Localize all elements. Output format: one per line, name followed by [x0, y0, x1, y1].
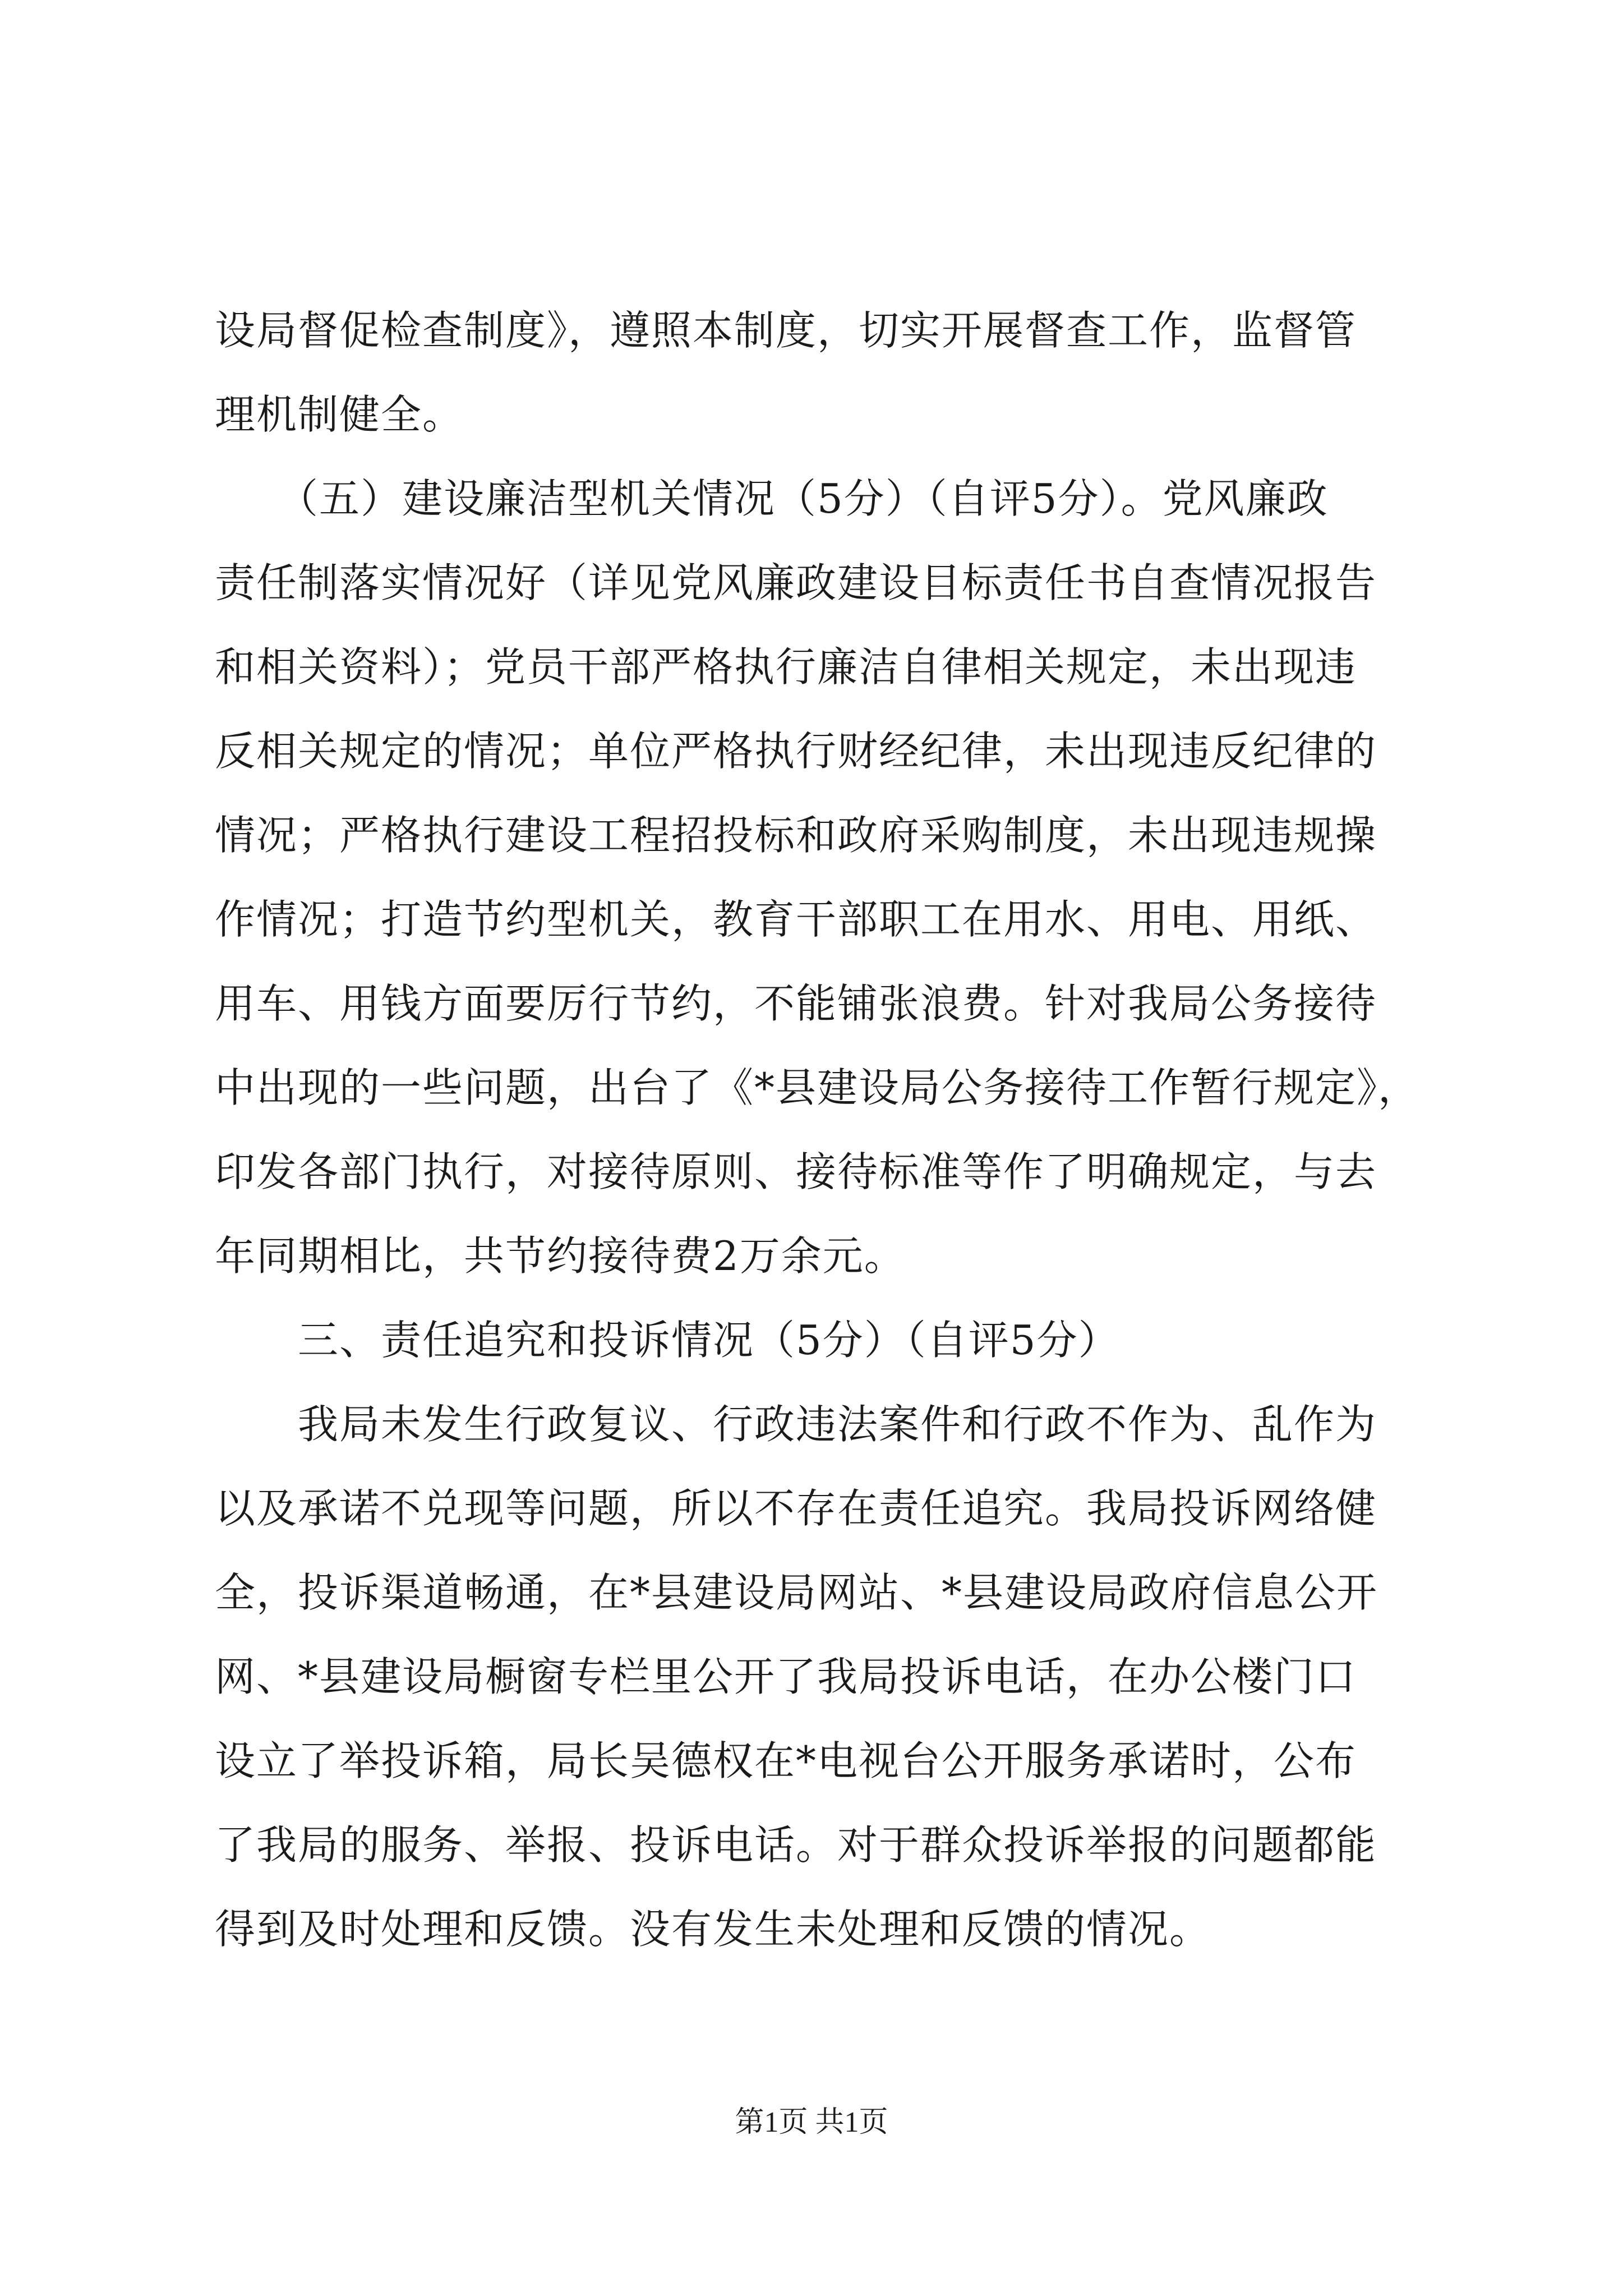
body-text-line: 反相关规定的情况；单位严格执行财经纪律，未出现违反纪律的 — [215, 728, 1377, 775]
body-text-line: 用车、用钱方面要厉行节约，不能铺张浪费。针对我局公务接待 — [215, 980, 1377, 1027]
section-heading-line: 三、责任追究和投诉情况（5分）（自评5分） — [215, 1317, 1120, 1364]
section-heading-line: （五）建设廉洁型机关情况（5分）（自评5分）。党风廉政 — [215, 475, 1329, 522]
body-text-line: 全，投诉渠道畅通，在*县建设局网站、*县建设局政府信息公开 — [215, 1569, 1378, 1616]
body-text-line: 了我局的服务、举报、投诉电话。对于群众投诉举报的问题都能 — [215, 1821, 1377, 1869]
body-text-line: 我局未发生行政复议、行政违法案件和行政不作为、乱作为 — [215, 1401, 1377, 1448]
page-footer: 第1页 共1页 — [735, 2106, 888, 2138]
body-text-line: 以及承诺不兑现等问题，所以不存在责任追究。我局投诉网络健 — [215, 1485, 1377, 1532]
body-text-line: 年同期相比，共节约接待费2万余元。 — [215, 1232, 906, 1280]
body-text-line: 和相关资料）；党员干部严格执行廉洁自律相关规定，未出现违 — [215, 643, 1357, 691]
body-text-line: 印发各部门执行，对接待原则、接待标准等作了明确规定，与去 — [215, 1148, 1377, 1195]
body-text-line: 情况；严格执行建设工程招投标和政府采购制度，未出现违规操 — [215, 812, 1377, 859]
body-text-line: 设局督促检查制度》，遵照本制度，切实开展督查工作，监督管 — [215, 307, 1357, 354]
body-text-line: 中出现的一些问题，出台了《*县建设局公务接待工作暂行规定》， — [215, 1064, 1420, 1111]
body-text-line: 设立了举投诉箱，局长吴德权在*电视台公开服务承诺时，公布 — [215, 1737, 1357, 1784]
body-text-line: 理机制健全。 — [215, 391, 464, 438]
body-text-line: 得到及时处理和反馈。没有发生未处理和反馈的情况。 — [215, 1906, 1211, 1953]
body-text-line: 网、*县建设局橱窗专栏里公开了我局投诉电话，在办公楼门口 — [215, 1653, 1357, 1700]
body-text-line: 作情况；打造节约型机关，教育干部职工在用水、用电、用纸、 — [215, 896, 1377, 943]
body-text-line: 责任制落实情况好（详见党风廉政建设目标责任书自查情况报告 — [215, 559, 1377, 606]
